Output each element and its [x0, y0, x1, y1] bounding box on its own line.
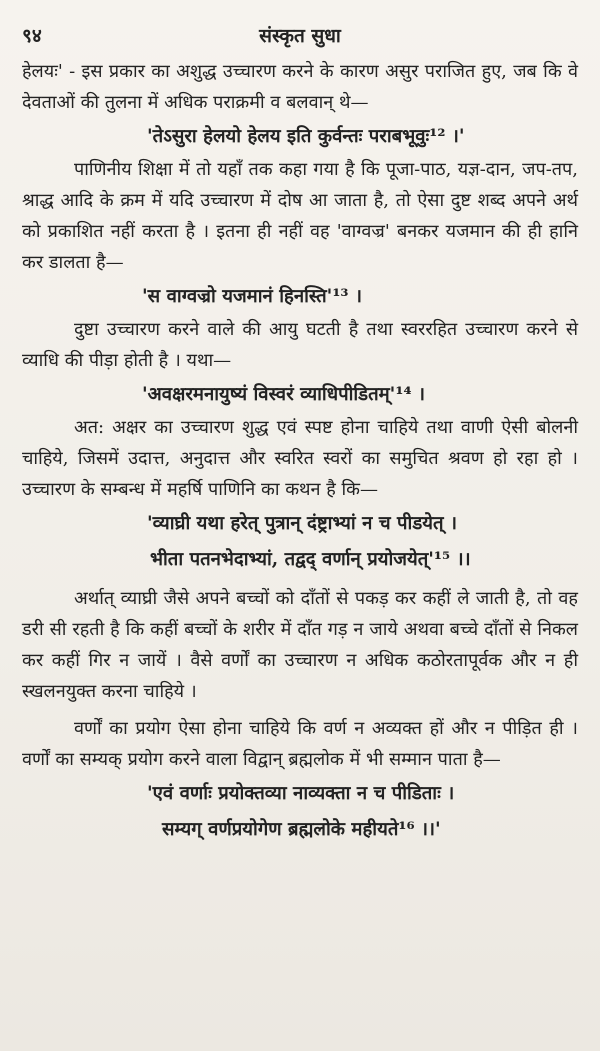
sanskrit-verse-1-line-1: 'व्याघ्री यथा हरेत् पुत्रान् दंष्ट्राभ्यां न च पीडयेत् ।	[147, 513, 457, 534]
paragraph-4: अत: अक्षर का उच्चारण शुद्ध एवं स्पष्ट होना चाहिये तथा वाणी ऐसी बोलनी चाहिये, जिसमें उदात्त, अनुदात्त और स्वरित स्वरों का समुचित श्रवण हो रहा हो । उच्चारण के सम्बन्ध में महर्षि पाणिनि का कथन है कि—	[22, 417, 578, 500]
sanskrit-verse-2-line-2: सम्यग् वर्णप्रयोगेण ब्रह्मलोके महीयते¹⁶ ।।'	[162, 819, 441, 840]
running-title: संस्कृत सुधा	[259, 25, 341, 47]
paragraph-6: वर्णों का प्रयोग ऐसा होना चाहिये कि वर्ण न अव्यक्त हों और न पीड़ित ही । वर्णों का सम्यक् प्रयोग करने वाला विद्वान् ब्रह्मलोक में भी सम्मान पाता है—	[22, 718, 578, 770]
sanskrit-quote-1: 'तेऽसुरा हेलयो हेलय इति कुर्वन्तः पराबभूवुः¹² ।'	[147, 126, 465, 147]
sanskrit-verse-2-line-1: 'एवं वर्णाः प्रयोक्तव्या नाव्यक्ता न च पीडिताः ।	[147, 783, 455, 804]
paragraph-2: पाणिनीय शिक्षा में तो यहाँ तक कहा गया है कि पूजा-पाठ, यज्ञ-दान, जप-तप, श्राद्ध आदि के क्रम में यदि उच्चारण में दोष आ जाता है, तो ऐसा दुष्ट शब्द अपने अर्थ को प्रकाशित नहीं करता है । इतना ही नहीं वह 'वाग्वज्र' बनकर यजमान की ही हानि कर डालता है—	[22, 159, 578, 273]
page-header	[22, 22, 578, 48]
paragraph-1: हेलयः' - इस प्रकार का अशुद्ध उच्चारण करने के कारण असुर पराजित हुए, जब कि वे देवताओं की तुलना में अधिक पराक्रमी व बलवान् थे—	[22, 61, 578, 113]
sanskrit-quote-3: 'अवक्षरमनायुष्यं विस्वरं व्याधिपीडितम्'¹⁴ ।	[142, 384, 426, 405]
sanskrit-verse-1-line-2: भीता पतनभेदाभ्यां, तद्वद् वर्णान् प्रयोजयेत्'¹⁵ ।।	[150, 549, 471, 570]
paragraph-5: अर्थात् व्याघ्री जैसे अपने बच्चों को दाँतों से पकड़ कर कहीं ले जाती है, तो वह डरी सी रहती है कि कहीं बच्चों के शरीर में दाँत गड़ न जाये अथवा बच्चे दाँतों से निकल कर कहीं गिर न जायें । वैसे वर्णों का उच्चारण न अधिक कठोरतापूर्वक और न ही स्खलनयुक्त करना चाहिये ।	[22, 588, 578, 702]
sanskrit-quote-2: 'स वाग्वज्रो यजमानं हिनस्ति'¹³ ।	[142, 286, 362, 307]
paragraph-3: दुष्टा उच्चारण करने वाले की आयु घटती है तथा स्वररहित उच्चारण करने से व्याधि की पीड़ा होती है । यथा—	[22, 319, 578, 371]
page-body	[22, 56, 578, 847]
page-number: ९४	[22, 25, 42, 47]
